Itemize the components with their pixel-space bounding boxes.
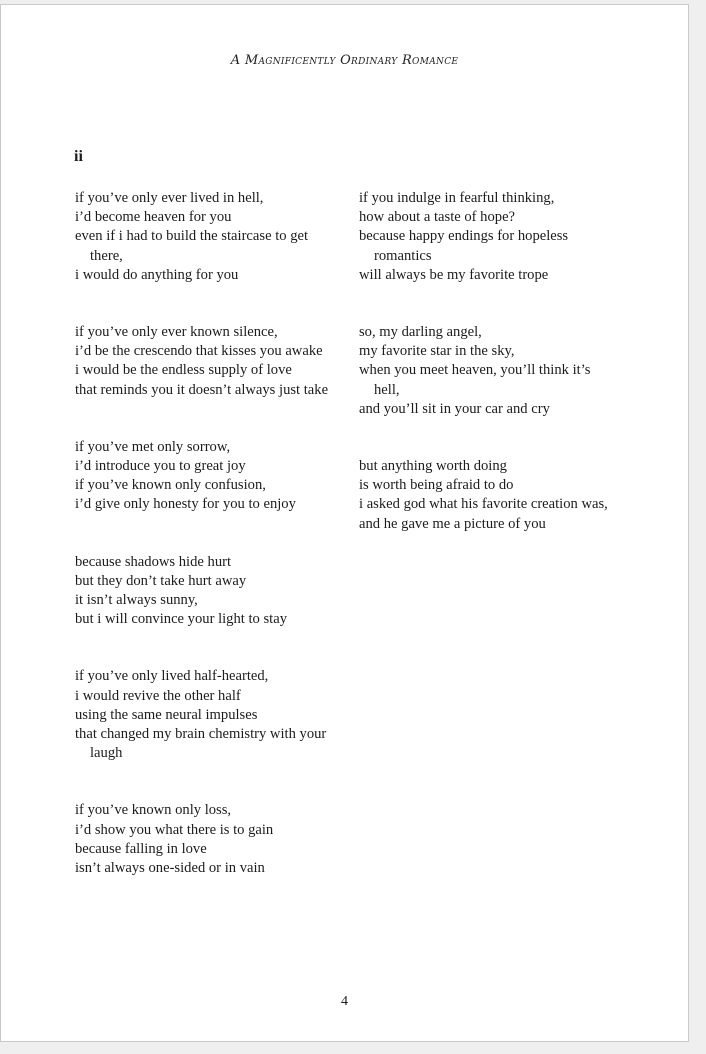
poem-column-left [75, 189, 337, 916]
poem-line: i would be the endless supply of love [75, 362, 292, 379]
stanza [75, 438, 337, 515]
poem-line: but they don’t take hurt away [75, 572, 247, 589]
poem-line: if you’ve known only confusion, [75, 477, 266, 494]
stanza [75, 667, 337, 763]
poem-line: if you’ve only lived half-hearted, [75, 668, 269, 685]
poem-line: i’d show you what there is to gain [75, 821, 274, 838]
stanza [75, 801, 337, 878]
poem-line: so, my darling angel, [359, 324, 482, 341]
poem-line: and he gave me a picture of you [359, 515, 546, 532]
poem-line: i would do anything for you [75, 266, 239, 283]
poem-line: and you’ll sit in your car and cry [359, 400, 550, 417]
poem-line: if you’ve only ever lived in hell, [75, 190, 264, 206]
poem-line: if you’ve met only sorrow, [75, 438, 231, 455]
section-number: ii [74, 148, 83, 165]
poem-column-right [359, 189, 619, 572]
poem-line: how about a taste of hope? [359, 209, 516, 226]
poem-line: that reminds you it doesn’t always just take [75, 381, 329, 398]
poem-line: i asked god what his favorite creation was, [359, 496, 608, 513]
stanza [359, 457, 619, 534]
stanza [359, 323, 619, 419]
poem-line: will always be my favorite trope [359, 266, 549, 283]
poem-line: that changed my brain chemistry with your laugh [75, 726, 327, 762]
stanza [359, 189, 619, 285]
running-head: A Magnificently Ordinary Romance [230, 53, 459, 68]
book-page [0, 4, 689, 1042]
poem-line: i’d be the crescendo that kisses you awake [75, 343, 323, 360]
poem-line: because falling in love [75, 840, 207, 857]
poem-line: even if i had to build the staircase to get there, [75, 228, 309, 264]
poem-line: is worth being afraid to do [359, 477, 514, 494]
page-number: 4 [341, 994, 348, 1009]
poem-line: but anything worth doing [359, 458, 507, 475]
poem-line: but i will convince your light to stay [75, 611, 287, 628]
poem-line: if you indulge in fearful thinking, [359, 190, 555, 206]
poem-line: when you meet heaven, you’ll think it’s hell, [359, 362, 591, 398]
poem-line: if you’ve only ever known silence, [75, 324, 278, 341]
poem-line: isn’t always one-sided or in vain [75, 860, 265, 877]
stanza [75, 553, 337, 630]
stanza [75, 189, 337, 285]
poem-line: because shadows hide hurt [75, 553, 232, 570]
poem-line: i’d introduce you to great joy [75, 458, 246, 475]
poem-line: using the same neural impulses [75, 706, 258, 723]
poem-line: if you’ve known only loss, [75, 802, 232, 819]
poem-line: my favorite star in the sky, [359, 343, 515, 360]
poem-line: because happy endings for hopeless romantics [359, 228, 569, 264]
poem-line: i’d give only honesty for you to enjoy [75, 496, 296, 513]
stanza [75, 323, 337, 400]
poem-line: i’d become heaven for you [75, 209, 232, 226]
poem-line: it isn’t always sunny, [75, 592, 198, 609]
poem-line: i would revive the other half [75, 687, 241, 704]
